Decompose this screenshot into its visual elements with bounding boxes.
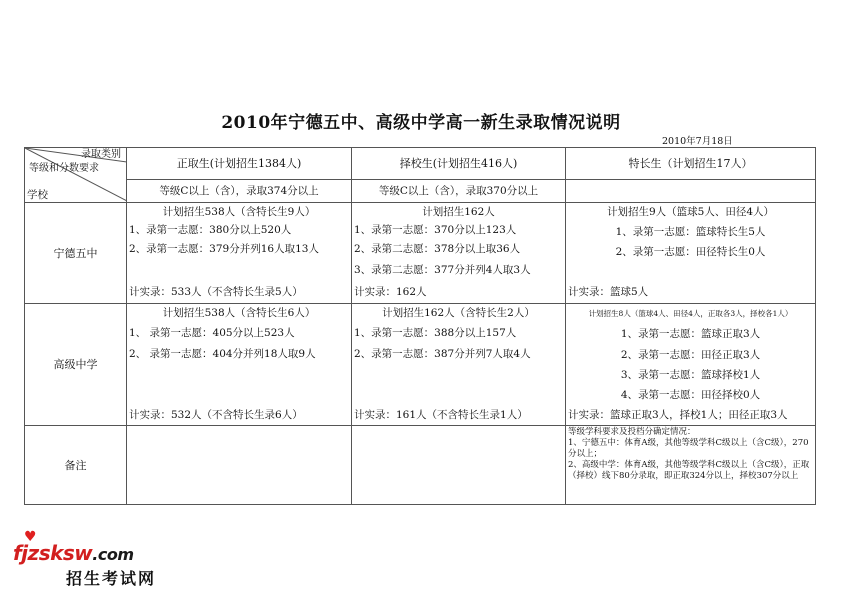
header-school-choice: 择校生(计划招生416人)	[352, 148, 566, 180]
remarks-line: 等级学科要求及投档分确定情况：	[568, 427, 696, 437]
detail-line: 2、录第一志愿：田径正取3人	[620, 349, 761, 361]
remarks-line: 1、宁德五中：体育A级，其他等级学科C级以上（含C级），270分以上；	[568, 438, 809, 459]
header-category-label: 录取类别	[81, 149, 121, 160]
header-school-label: 学校	[27, 189, 48, 201]
table-row	[25, 304, 816, 426]
detail-line: 2、 录第一志愿：404分并列18人取9人	[129, 348, 316, 360]
detail-line: 2、录第一志愿：田径特长生0人	[615, 246, 766, 258]
detail-line: 1、 录第一志愿：405分以上523人	[129, 327, 295, 339]
site-logo: fjzsksw.com	[13, 541, 134, 565]
table-row	[25, 203, 816, 304]
plan-text: 计划招生538人（含特长生6人）	[162, 307, 316, 319]
admission-table	[24, 147, 816, 505]
regular-cell	[127, 304, 352, 426]
specialty-cell	[566, 304, 816, 426]
school-choice-cell	[352, 203, 566, 304]
site-logo-subtitle: 招生考试网	[66, 569, 157, 588]
header-specialty: 特长生（计划招生17人）	[566, 148, 816, 180]
document-title: 2010年宁德五中、高级中学高一新生录取情况说明	[221, 113, 621, 133]
detail-line: 1、录第一志愿：388分以上157人	[354, 327, 517, 339]
detail-line: 2、录第二志愿：378分以上取36人	[354, 243, 521, 255]
school-name: 宁德五中	[25, 203, 127, 304]
header-requirement-label: 等级和分数要求	[29, 163, 99, 174]
document-date: 2010年7月18日	[662, 136, 733, 147]
school-choice-cell	[352, 304, 566, 426]
plan-text: 计划招生9人（篮球5人、田径4人）	[606, 206, 775, 218]
remarks-line: 2、高级中学：体育A级，其他等级学科C级以上（含C级），正取（择校）线下80分录取，即正取324分以上，择校307分以上	[568, 460, 810, 481]
header-regular: 正取生(计划招生1384人)	[127, 148, 352, 180]
school-name: 高级中学	[25, 304, 127, 426]
detail-line: 3、录第一志愿：篮球择校1人	[620, 369, 761, 381]
requirement-specialty	[566, 180, 816, 203]
remarks-empty-cell	[127, 426, 352, 505]
heart-icon: ♥	[24, 529, 37, 545]
detail-line: 1、录第一志愿：篮球正取3人	[620, 328, 761, 340]
actual-text: 计实录：532人（不含特长生录6人）	[129, 409, 303, 421]
remarks-cell	[566, 426, 816, 505]
actual-text: 计实录：533人（不含特长生录5人）	[129, 286, 303, 298]
detail-line: 3、录第二志愿：377分并列4人取3人	[354, 264, 531, 276]
plan-text: 计划招生162人	[422, 206, 495, 218]
actual-text: 计实录：篮球5人	[568, 286, 649, 298]
diagonal-header-cell	[25, 148, 127, 203]
detail-line: 1、录第一志愿：370分以上123人	[354, 224, 517, 236]
actual-text: 计实录：162人	[354, 286, 427, 298]
remarks-row	[25, 426, 816, 505]
detail-line: 2、录第一志愿：387分并列7人取4人	[354, 348, 531, 360]
detail-line: 1、录第一志愿：380分以上520人	[129, 224, 292, 236]
plan-text: 计划招生538人（含特长生9人）	[162, 206, 316, 218]
actual-text: 计实录：篮球正取3人，择校1人；田径正取3人	[568, 409, 788, 421]
specialty-cell	[566, 203, 816, 304]
detail-line: 4、录第一志愿：田径择校0人	[620, 389, 761, 401]
remarks-empty-cell	[352, 426, 566, 505]
actual-text: 计实录：161人（不含特长生录1人）	[354, 409, 528, 421]
plan-text: 计划招生8人（篮球4人、田径4人，正取各3人，择校各1人）	[588, 309, 793, 318]
detail-line: 1、录第一志愿：篮球特长生5人	[615, 226, 766, 238]
detail-line: 2、录第一志愿：379分并列16人取13人	[129, 243, 319, 255]
requirement-regular: 等级C以上（含），录取374分以上	[127, 180, 352, 203]
plan-text: 计划招生162人（含特长生2人）	[382, 307, 535, 319]
regular-cell	[127, 203, 352, 304]
requirement-school-choice: 等级C以上（含），录取370分以上	[352, 180, 566, 203]
remarks-label: 备注	[25, 426, 127, 505]
